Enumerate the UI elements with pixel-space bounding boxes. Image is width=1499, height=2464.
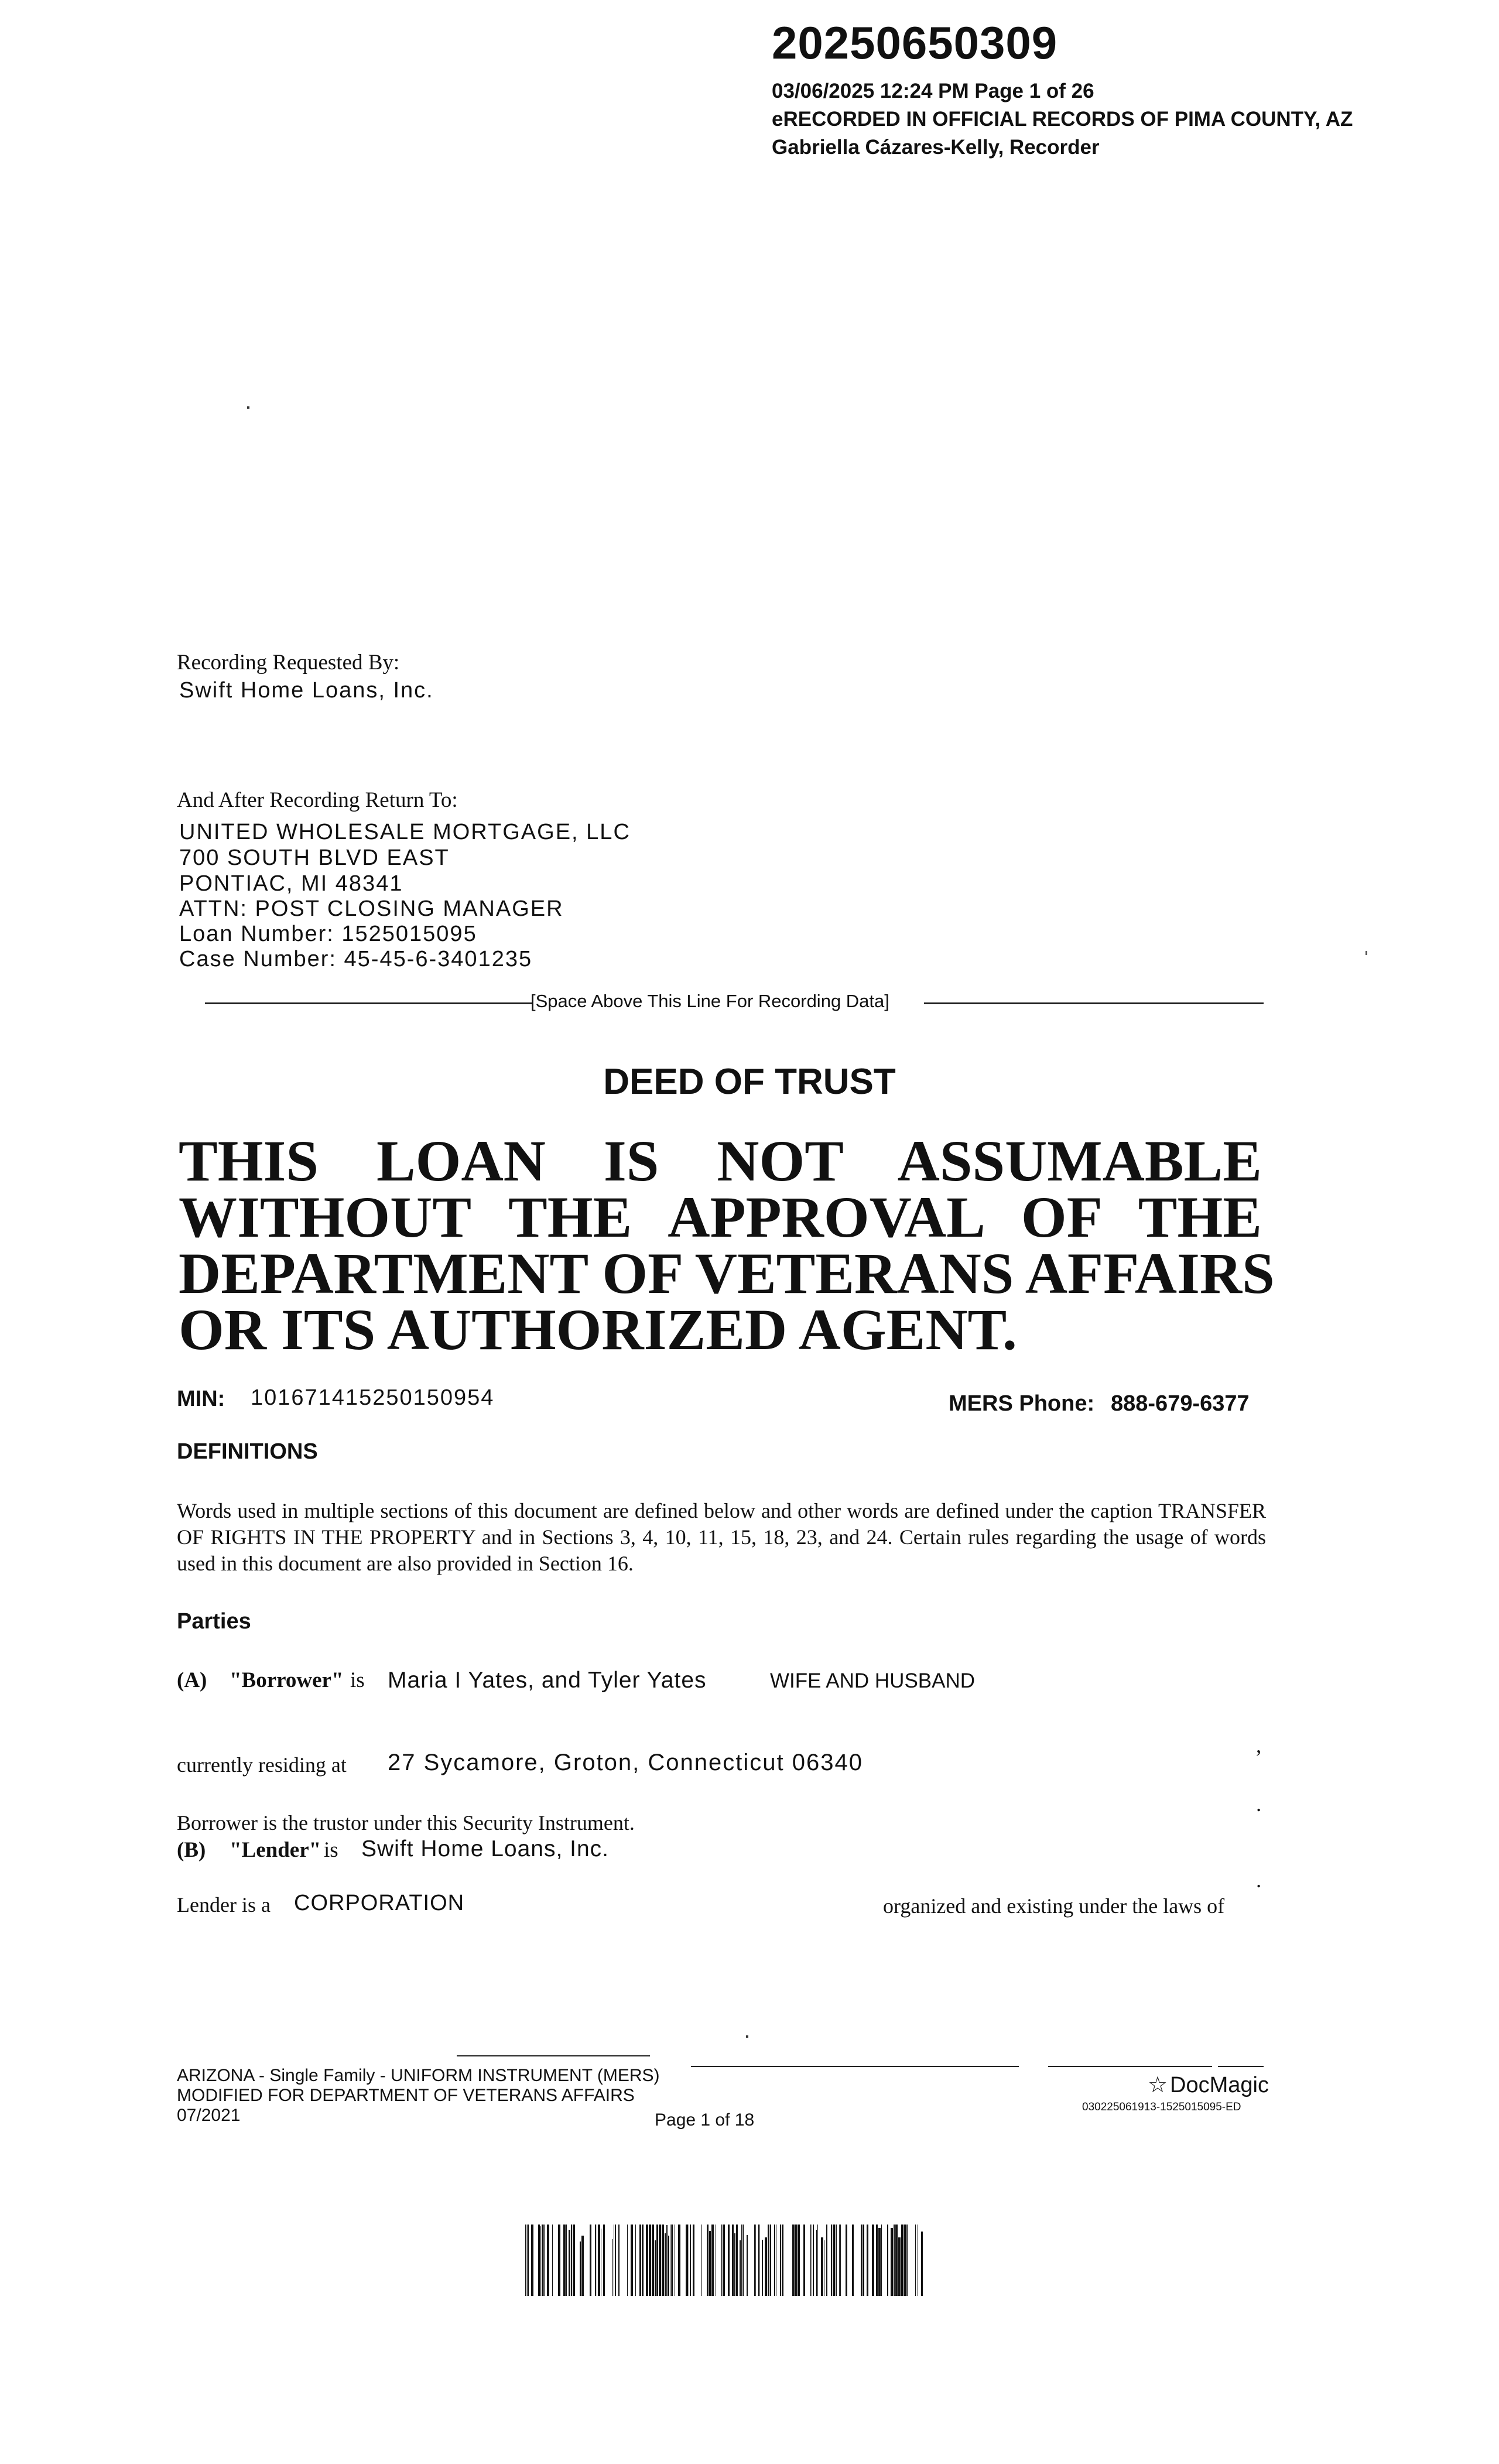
- definitions-text: Words used in multiple sections of this document are defined below and other words are defined under the caption TRANSFER OF RIGHTS IN THE PROPERTY and in Sections 3, 4, 10, 11, 15, 18, 23, and 24. Certain rules regarding the usage of words used in this document are also provided in Section 16.: [177, 1499, 1266, 1575]
- footer-rule: [1218, 2066, 1264, 2067]
- barcode-bar: [782, 2225, 783, 2296]
- barcode-bar: [863, 2225, 864, 2296]
- barcode-bar: [655, 2240, 656, 2296]
- lender-type-prefix: Lender is a: [177, 1893, 271, 1917]
- barcode-bar: [662, 2225, 664, 2296]
- barcode-bar: [598, 2225, 600, 2296]
- separator-line: [924, 1002, 1264, 1004]
- scan-speck: [746, 2035, 748, 2038]
- separator-line: [205, 1002, 533, 1004]
- barcode-image: [523, 2222, 927, 2298]
- scan-speck: [1365, 951, 1367, 955]
- notice-line: WITHOUT THE APPROVAL OF THE: [179, 1185, 1262, 1250]
- lender-is: is: [324, 1838, 338, 1862]
- definitions-heading: DEFINITIONS: [177, 1439, 318, 1464]
- barcode-bar: [833, 2225, 835, 2296]
- return-to-line: ATTN: POST CLOSING MANAGER: [179, 896, 564, 921]
- barcode-bar: [563, 2225, 566, 2296]
- barcode-bar: [595, 2225, 596, 2296]
- footer-form-line: ARIZONA - Single Family - UNIFORM INSTRUMENT (MERS): [177, 2066, 660, 2085]
- recording-number: 20250650309: [772, 17, 1058, 69]
- barcode-bar: [836, 2225, 837, 2296]
- loan-number: Loan Number: 1525015095: [179, 922, 477, 946]
- barcode-bar: [759, 2225, 760, 2296]
- barcode-bar: [723, 2225, 725, 2296]
- barcode-bar: [721, 2225, 722, 2296]
- footer-page-number: Page 1 of 18: [655, 2110, 755, 2130]
- barcode-bar: [861, 2225, 863, 2296]
- barcode-bar: [798, 2225, 800, 2296]
- recorder-name: Gabriella Cázares-Kelly, Recorder: [772, 136, 1100, 159]
- return-to-label: And After Recording Return To:: [177, 788, 458, 812]
- barcode-bar: [755, 2225, 756, 2296]
- mers-phone-value: 888-679-6377: [1111, 1391, 1250, 1416]
- barcode-bar: [547, 2225, 549, 2296]
- barcode-bar: [665, 2233, 666, 2296]
- barcode-bar: [649, 2225, 651, 2296]
- scan-speck: [247, 406, 249, 409]
- barcode-bar: [678, 2225, 680, 2296]
- footer-form-line: MODIFIED FOR DEPARTMENT OF VETERANS AFFAIRS: [177, 2086, 635, 2105]
- return-to-line: PONTIAC, MI 48341: [179, 871, 403, 896]
- barcode-bar: [701, 2225, 702, 2296]
- barcode-bar: [659, 2225, 661, 2296]
- barcode-bar: [652, 2225, 654, 2296]
- barcode-bar: [690, 2225, 691, 2296]
- return-to-line: UNITED WHOLESALE MORTGAGE, LLC: [179, 820, 631, 844]
- barcode-bar: [881, 2225, 882, 2296]
- punctuation-mark: ,: [1256, 1734, 1262, 1758]
- barcode-bar: [891, 2228, 893, 2296]
- barcode-bar: [531, 2225, 533, 2296]
- lender-type: CORPORATION: [294, 1891, 465, 1915]
- barcode-bar: [741, 2225, 742, 2296]
- barcode-bar: [770, 2225, 771, 2296]
- mers-phone-label: MERS Phone:: [949, 1391, 1095, 1416]
- lender-label: "Lender": [230, 1838, 321, 1862]
- erecorded-notice: eRECORDED IN OFFICIAL RECORDS OF PIMA COUNTY, AZ: [772, 108, 1353, 131]
- barcode-bar: [734, 2233, 735, 2296]
- barcode-bar: [780, 2225, 781, 2296]
- lender-prefix: (B): [177, 1838, 206, 1862]
- requested-by-name: Swift Home Loans, Inc.: [179, 678, 434, 703]
- barcode-bar: [894, 2225, 895, 2296]
- barcode-bar: [569, 2230, 570, 2296]
- barcode-bar: [816, 2230, 817, 2296]
- min-label: MIN:: [177, 1387, 225, 1411]
- barcode-bar: [839, 2225, 840, 2296]
- barcode-bar: [528, 2225, 529, 2296]
- barcode-bar: [810, 2225, 811, 2296]
- barcode-bar: [631, 2225, 633, 2296]
- barcode-bar: [603, 2225, 605, 2296]
- barcode-bar: [538, 2225, 540, 2296]
- barcode-bar: [740, 2240, 741, 2296]
- barcode-bar: [736, 2225, 738, 2296]
- barcode-bar: [846, 2225, 847, 2296]
- barcode-bar: [728, 2225, 730, 2296]
- barcode-bar: [558, 2225, 560, 2296]
- barcode-bar: [876, 2225, 878, 2296]
- barcode-bar: [612, 2239, 613, 2296]
- barcode-bar: [903, 2225, 906, 2296]
- barcode-bar: [795, 2225, 798, 2296]
- notice-line: THIS LOAN IS NOT ASSUMABLE: [179, 1128, 1262, 1193]
- trustor-text: Borrower is the trustor under this Security Instrument.: [177, 1811, 635, 1835]
- barcode-bar: [803, 2225, 805, 2296]
- footer-doc-code: 030225061913-1525015095-ED: [1082, 2101, 1241, 2113]
- barcode-bar: [906, 2225, 908, 2296]
- notice-line: OR ITS AUTHORIZED AGENT.: [179, 1297, 1017, 1362]
- barcode-bar: [635, 2225, 636, 2296]
- barcode-bar: [813, 2225, 814, 2296]
- borrower-address: 27 Sycamore, Groton, Connecticut 06340: [388, 1750, 863, 1775]
- barcode-bar: [668, 2236, 669, 2296]
- borrower-relationship: WIFE AND HUSBAND: [770, 1669, 976, 1692]
- footer-rule: [1048, 2066, 1212, 2067]
- barcode-bar: [566, 2225, 567, 2296]
- barcode-bar: [693, 2225, 694, 2296]
- barcode-bar: [709, 2231, 711, 2296]
- borrower-label: "Borrower": [230, 1668, 344, 1692]
- barcode-bar: [921, 2232, 923, 2296]
- residing-label: currently residing at: [177, 1753, 347, 1777]
- barcode-bar: [618, 2225, 620, 2296]
- barcode-bar: [878, 2228, 881, 2296]
- space-above-notice: [Space Above This Line For Recording Data]: [531, 991, 889, 1011]
- barcode-bar: [686, 2225, 688, 2296]
- barcode-bar: [826, 2225, 827, 2296]
- barcode-bar: [707, 2225, 709, 2296]
- barcode-bar: [542, 2225, 543, 2296]
- case-number: Case Number: 45-45-6-3401235: [179, 947, 533, 971]
- barcode-bar: [840, 2225, 841, 2296]
- recording-date-page: 03/06/2025 12:24 PM Page 1 of 26: [772, 80, 1094, 102]
- min-value: 101671415250150954: [251, 1385, 495, 1410]
- punctuation-mark: .: [1256, 1868, 1262, 1893]
- barcode-bar: [671, 2225, 672, 2296]
- barcode-bar: [615, 2225, 616, 2296]
- barcode-bar: [768, 2225, 769, 2296]
- footer-rule: [457, 2055, 650, 2056]
- barcode-bar: [765, 2237, 767, 2296]
- barcode-bar: [754, 2225, 755, 2296]
- barcode-bar: [627, 2225, 628, 2296]
- footer-rule: [691, 2066, 1019, 2067]
- barcode-bar: [642, 2225, 644, 2296]
- barcode-bar: [646, 2225, 648, 2296]
- barcode-bar: [732, 2225, 734, 2296]
- barcode-bar: [872, 2225, 874, 2296]
- barcode-bar: [527, 2225, 528, 2296]
- barcode-bar: [552, 2225, 553, 2296]
- borrower-name: Maria I Yates, and Tyler Yates: [388, 1668, 707, 1693]
- barcode-bar: [901, 2225, 903, 2296]
- borrower-is: is: [350, 1668, 365, 1692]
- parties-heading: Parties: [177, 1609, 251, 1634]
- document-title: DEED OF TRUST: [603, 1062, 896, 1102]
- punctuation-mark: .: [1256, 1792, 1262, 1816]
- barcode-bar: [540, 2226, 541, 2296]
- barcode-bar: [758, 2225, 759, 2296]
- barcode-bar: [852, 2225, 854, 2296]
- barcode-bar: [590, 2225, 591, 2296]
- barcode-bar: [762, 2240, 763, 2296]
- barcode-bar: [525, 2225, 526, 2296]
- barcode-bar: [666, 2225, 668, 2296]
- lender-name: Swift Home Loans, Inc.: [361, 1836, 610, 1861]
- barcode-bar: [581, 2236, 584, 2296]
- barcode-bar: [711, 2225, 714, 2296]
- return-to-line: 700 SOUTH BLVD EAST: [179, 846, 450, 870]
- notice-line: DEPARTMENT OF VETERANS AFFAIRS: [179, 1241, 1275, 1306]
- barcode-bar: [656, 2225, 658, 2296]
- barcode-bar: [821, 2237, 823, 2296]
- barcode-bar: [573, 2225, 575, 2296]
- barcode-bar: [774, 2225, 775, 2296]
- barcode-bar: [792, 2225, 795, 2296]
- requested-by-label: Recording Requested By:: [177, 651, 400, 675]
- barcode-bar: [887, 2225, 888, 2296]
- barcode-bar: [571, 2225, 572, 2296]
- organized-text: organized and existing under the laws of: [883, 1894, 1225, 1918]
- barcode-bar: [898, 2237, 901, 2296]
- barcode-bar: [543, 2225, 545, 2296]
- barcode-bar: [915, 2225, 916, 2296]
- logo-text: DocMagic: [1170, 2073, 1269, 2097]
- barcode-bar: [747, 2235, 748, 2296]
- borrower-prefix: (A): [177, 1668, 207, 1692]
- barcode-bar: [639, 2225, 641, 2296]
- barcode-bar: [743, 2225, 744, 2296]
- barcode-bar: [817, 2225, 818, 2296]
- barcode-bar: [580, 2241, 581, 2296]
- barcode-bar: [867, 2225, 868, 2296]
- barcode-bar: [895, 2225, 898, 2296]
- barcode-bar: [831, 2225, 832, 2296]
- star-icon: ☆: [1148, 2073, 1168, 2097]
- assumability-notice: [179, 1128, 1275, 1362]
- barcode-bar: [672, 2225, 673, 2296]
- footer-form-date: 07/2021: [177, 2106, 241, 2125]
